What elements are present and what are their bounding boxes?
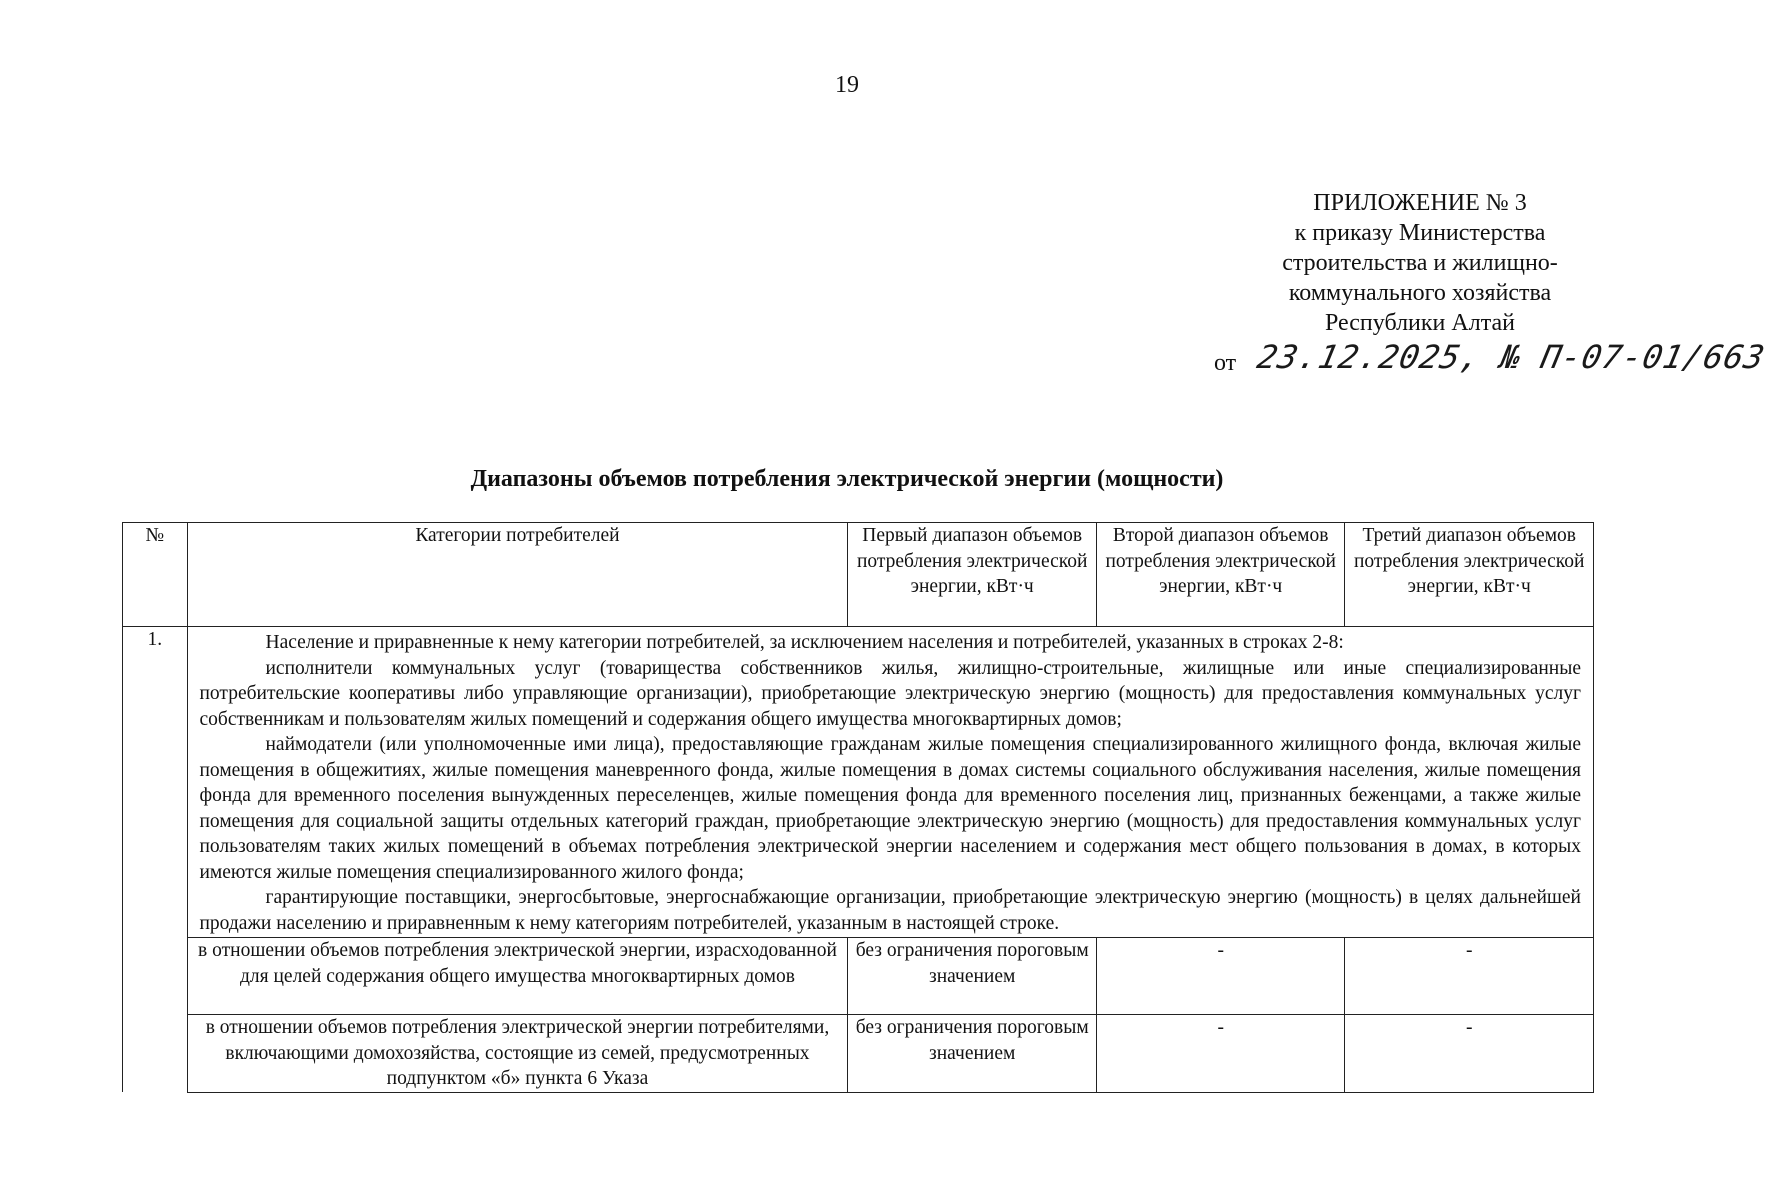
header-num: № — [123, 523, 188, 627]
appendix-line: строительства и жилищно- — [1282, 250, 1558, 276]
table-row — [123, 627, 1594, 938]
appendix-line: коммунального хозяйства — [1288, 280, 1552, 306]
subrow-range-3: - — [1345, 938, 1594, 1015]
description-paragraph: наймодатели (или уполномоченные ими лица), предоставляющие гражданам жилые помещения специализированного жилищного фонда, включая жилые помещения в общежитиях, жилые помещения маневренного фонда, жилые помещения в домах системы социального обслуживания населения, жилые помещения фонда для временного поселения вынужденных переселенцев, жилые помещения фонда для временного поселения лиц, признанных беженцами, а также жилые помещения для социальной защиты отдельных категорий граждан, приобретающие электрическую энергию (мощность) для предоставления коммунальных услуг пользователям таких жилых помещений в объемах потребления электрической энергии населением и содержания мест общего пользования в домах, в которых имеются жилые помещения специализированного жилого фонда; — [199, 734, 1581, 883]
subrow-range-1: без ограничения пороговым значением — [848, 938, 1097, 1015]
consumption-ranges-table — [122, 522, 1594, 1093]
subrow-range-2: - — [1096, 938, 1345, 1015]
description-paragraph: исполнители коммунальных услуг (товарищества собственников жилья, жилищно-строительные, жилищные или иные специализированные потребительские кооперативы либо управляющие организации), приобретающие электрическую энергию (мощность) для предоставления коммунальных услуг собственникам и пользователям жилых помещений и содержания общего имущества многоквартирных домов; — [199, 657, 1581, 730]
appendix-line: к приказу Министерства — [1294, 220, 1546, 246]
subrow-range-2: - — [1096, 1015, 1345, 1093]
appendix-date-row — [1214, 338, 1769, 382]
header-category: Категории потребителей — [187, 523, 848, 627]
table-row — [123, 938, 1594, 1015]
subrow-category: в отношении объемов потребления электрической энергии потребителями, включающими домохозяйства, состоящие из семей, предусмотренных подпунктом «б» пункта 6 Указа — [187, 1015, 848, 1093]
appendix-title: ПРИЛОЖЕНИЕ № 3 — [1313, 190, 1527, 216]
page-number: 19 — [835, 72, 859, 98]
row-number: 1. — [123, 627, 188, 1093]
date-prefix: от — [1214, 350, 1237, 376]
subrow-range-3: - — [1345, 1015, 1594, 1093]
appendix-line: Республики Алтай — [1325, 310, 1515, 336]
header-range-2: Второй диапазон объемов потребления электрической энергии, кВт·ч — [1096, 523, 1345, 627]
header-range-1: Первый диапазон объемов потребления электрической энергии, кВт·ч — [848, 523, 1097, 627]
subrow-range-1: без ограничения пороговым значением — [848, 1015, 1097, 1093]
document-title: Диапазоны объемов потребления электрической энергии (мощности) — [470, 466, 1224, 492]
description-paragraph: гарантирующие поставщики, энергосбытовые, энергоснабжающие организации, приобретающие электрическую энергию (мощность) в целях дальнейшей продажи населению и приравненным к нему категориям потребителей, указанным в настоящей строке. — [199, 887, 1581, 934]
appendix-block — [1180, 188, 1769, 382]
header-range-3: Третий диапазон объемов потребления электрической энергии, кВт·ч — [1345, 523, 1594, 627]
handwritten-date-number: 23.12.2025, № П-07-01/663 — [1253, 338, 1769, 376]
description-paragraph: Население и приравненные к нему категории потребителей, за исключением населения и потребителей, указанных в строках 2-8: — [265, 632, 1344, 653]
table-header-row — [123, 523, 1594, 627]
row-description — [187, 627, 1594, 938]
table-row — [123, 1015, 1594, 1093]
subrow-category: в отношении объемов потребления электрической энергии, израсходованной для целей содержания общего имущества многоквартирных домов — [187, 938, 848, 1015]
